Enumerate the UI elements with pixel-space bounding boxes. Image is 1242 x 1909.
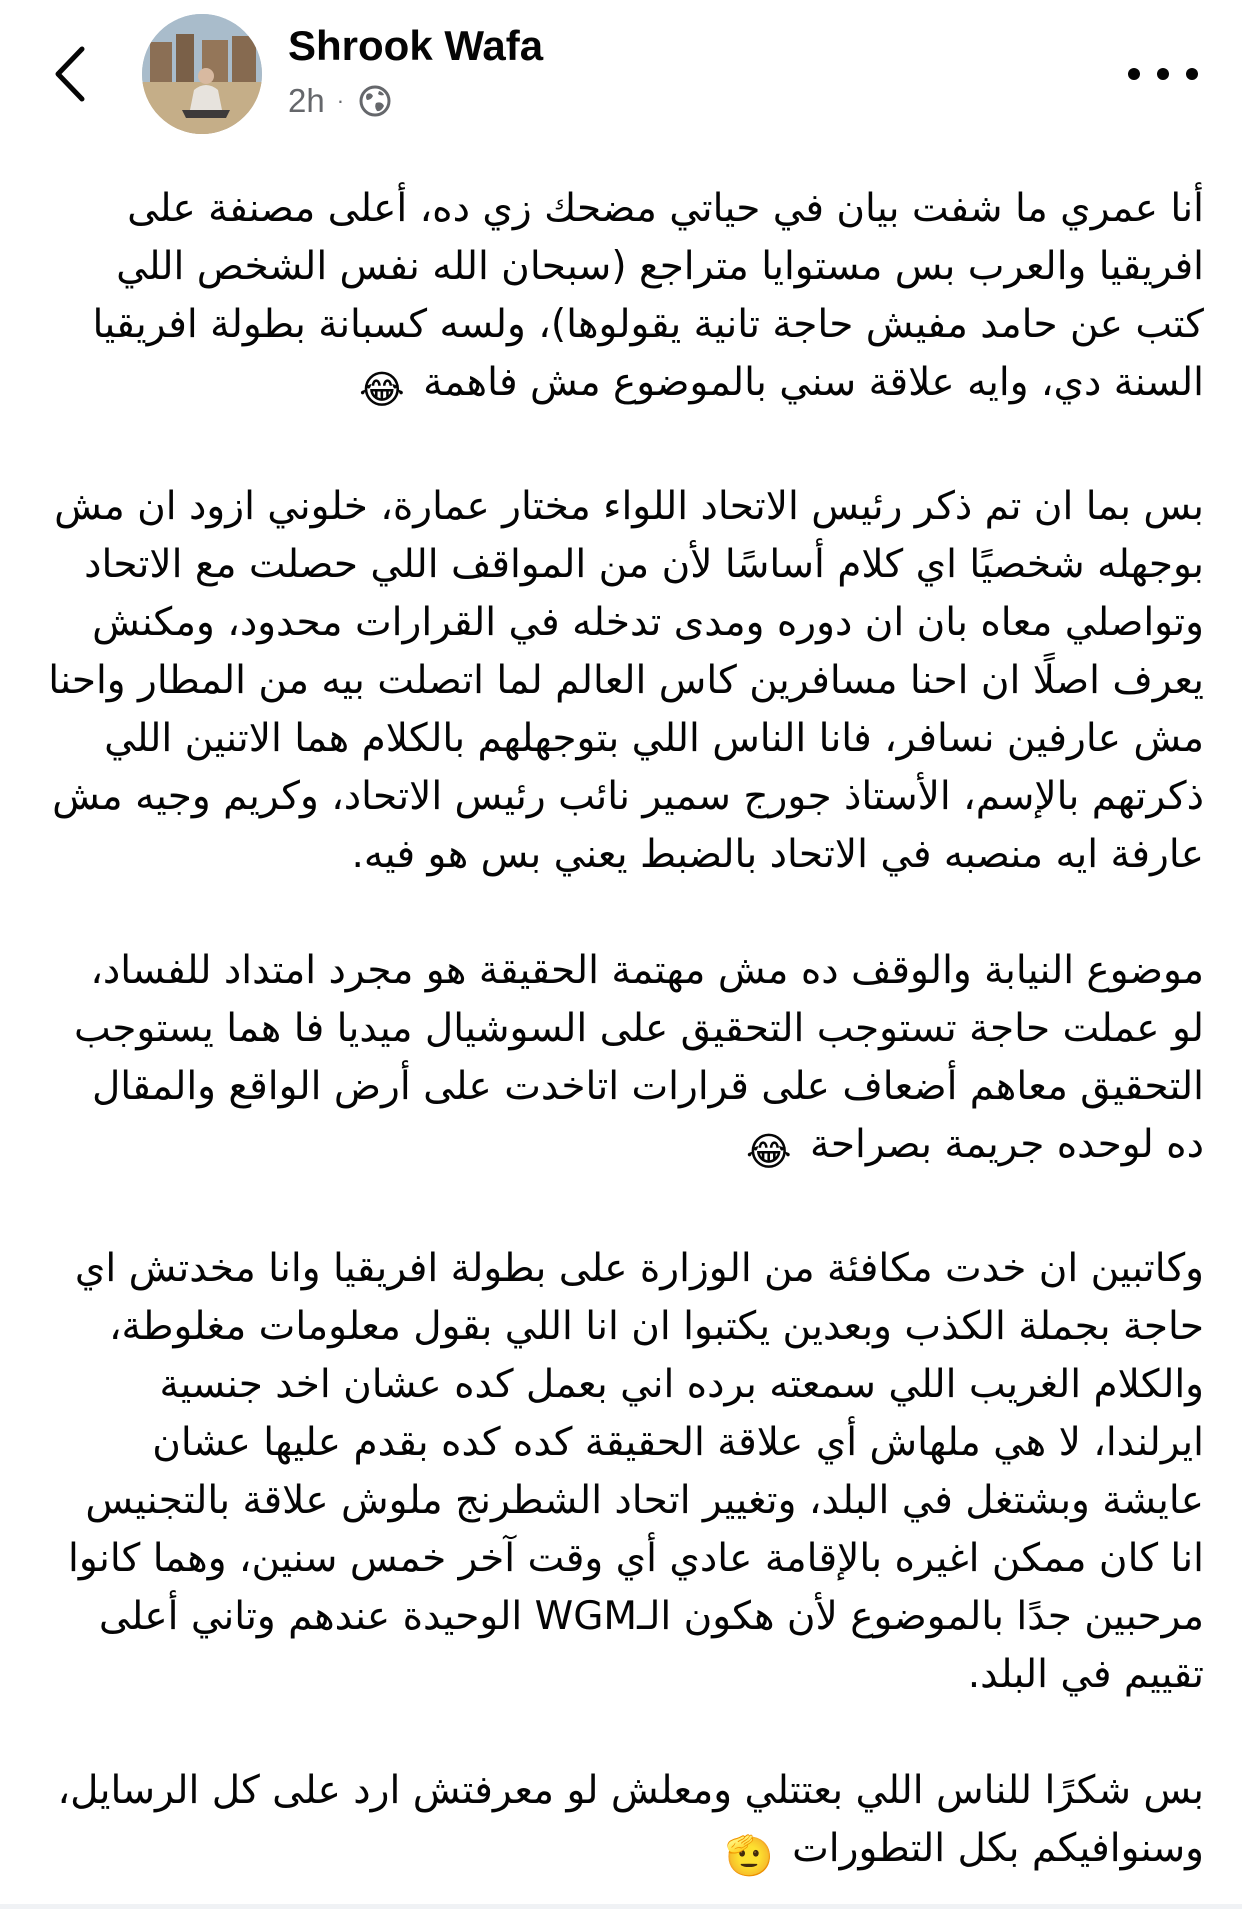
- post-meta: [288, 82, 394, 120]
- post-time[interactable]: 2h: [288, 82, 325, 119]
- more-options-button[interactable]: [1128, 54, 1198, 94]
- post-header: [0, 0, 1242, 160]
- post-body: [46, 180, 1204, 1886]
- laughing-emoji-icon: 😂: [359, 368, 405, 413]
- post-paragraph-text: وكاتبين ان خدت مكافئة من الوزارة على بطولة افريقيا وانا مخدتش اي حاجة بجملة الكذب وبعدين يكتبوا ان انا اللي بقول معلومات مغلوطة، والكلام الغريب اللي سمعته برده اني بعمل كده عشان اخد جنسية ايرلندا، لا هي ملهاش أي علاقة الحقيقة كده كده بقدم عليها عشان عايشة وبشتغل في البلد، وتغيير اتحاد الشطرنج ملوش علاقة بالتجنيس انا كان ممكن اغيره بالإقامة عادي أي وقت آخر خمس سنين، وهما كانوا مرحبين جدًا بالموضوع لأن هكون الـWGM الوحيدة عندهم وتاني أعلى تقييم في البلد.: [68, 1246, 1204, 1697]
- chevron-left-icon: [52, 45, 88, 103]
- saluting-emoji-icon: 🫡: [725, 1834, 774, 1879]
- avatar-photo: [142, 14, 262, 134]
- post-paragraph-text: أنا عمري ما شفت بيان في حياتي مضحك زي ده، أعلى مصنفة على افريقيا والعرب بس مستوايا متراجع (سبحان الله نفس الشخص اللي كتب عن حامد مفيش حاجة تانية يقولوها)، ولسه كسبانة بطولة افريقيا السنة دي، وايه علاقة سني بالموضوع مش فاهمة: [92, 186, 1204, 405]
- divider: [0, 1904, 1242, 1909]
- post-paragraph: [46, 942, 1204, 1182]
- post-paragraph: [46, 478, 1204, 884]
- post-paragraph-text: بس بما ان تم ذكر رئيس الاتحاد اللواء مختار عمارة، خلوني ازود ان مش بوجهله شخصيًا اي كلام أساسًا لأن من المواقف اللي حصلت مع الاتحاد وتواصلي معاه بان ان دوره ومدى تدخله في القرارات محدود، ومكنش يعرف اصلًا ان احنا مسافرين كاس العالم لما اتصلت بيه من المطار واحنا مش عارفين نسافر، فانا الناس اللي بتوجهلهم بالكلام هما الاتنين اللي ذكرتهم بالإسم، الأستاذ جورج سمير نائب رئيس الاتحاد، وكريم وجيه مش عارفة ايه منصبه في الاتحاد بالضبط يعني بس هو فيه.: [48, 484, 1204, 877]
- back-button[interactable]: [40, 38, 100, 110]
- globe-icon[interactable]: [356, 82, 394, 120]
- more-dot-icon: [1157, 68, 1169, 80]
- post-paragraph: [46, 180, 1204, 420]
- post-paragraph: [46, 1762, 1204, 1886]
- meta-separator: ·: [336, 88, 345, 113]
- post-paragraph-text: موضوع النيابة والوقف ده مش مهتمة الحقيقة هو مجرد امتداد للفساد، لو عملت حاجة تستوجب التحقيق على السوشيال ميديا فا هما يستوجب التحقيق معاهم أضعاف على قرارات اتاخدت على أرض الواقع والمقال ده لوحده جريمة بصراحة: [73, 948, 1204, 1167]
- laughing-emoji-icon: 😂: [745, 1130, 792, 1175]
- author-name[interactable]: Shrook Wafa: [288, 22, 544, 69]
- more-dot-icon: [1186, 68, 1198, 80]
- post-paragraph: [46, 1240, 1204, 1704]
- avatar[interactable]: [142, 14, 262, 134]
- more-dot-icon: [1128, 68, 1140, 80]
- post-paragraph-text: بس شكرًا للناس اللي بعتتلي ومعلش لو معرفتش ارد على كل الرسايل، وسنوافيكم بكل التطورات: [57, 1768, 1204, 1871]
